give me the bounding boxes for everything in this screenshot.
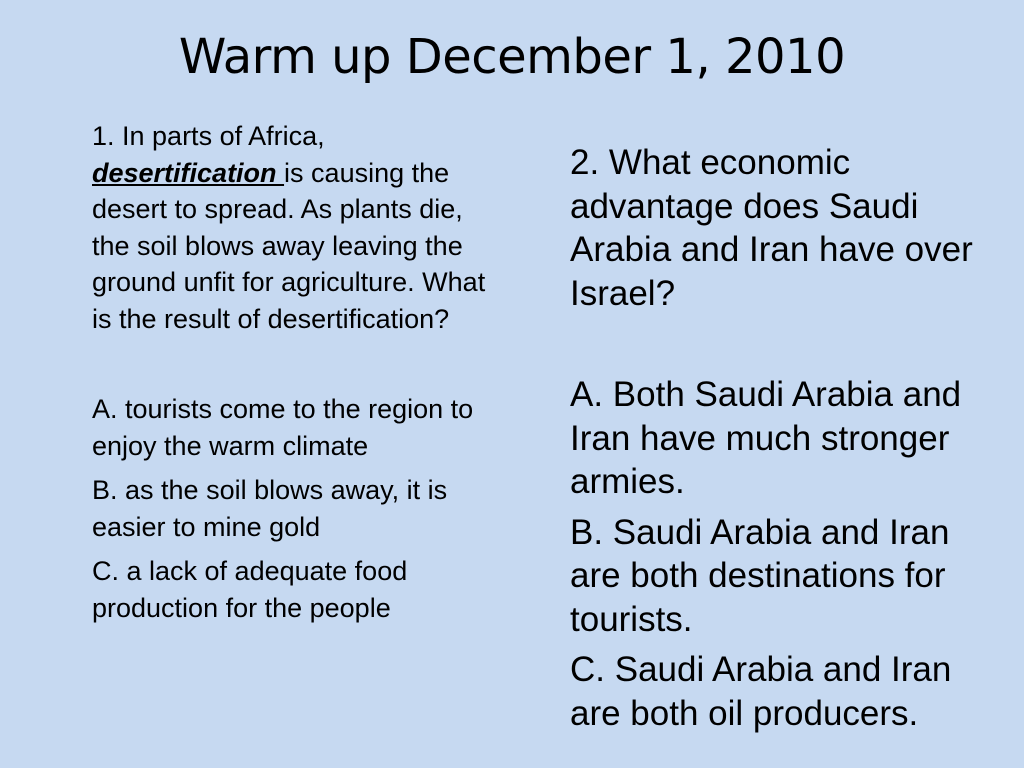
question-1-intro: 1. In parts of Africa, bbox=[92, 121, 325, 151]
question-1-rest: is causing the desert to spread. As plants die, the soil blows away leaving the ground unfit for agriculture. What is the result of desertification? bbox=[92, 157, 486, 334]
question-2-option-c: C. Saudi Arabia and Iran are both oil producers. bbox=[570, 650, 952, 733]
question-1-option-b: B. as the soil blows away, it is easier to mine gold bbox=[92, 475, 448, 542]
question-2-option-b: B. Saudi Arabia and Iran are both destinations for tourists. bbox=[570, 512, 950, 639]
question-2-column bbox=[570, 141, 990, 742]
slide-title: Warm up December 1, 2010 bbox=[178, 29, 846, 85]
question-1-term: desertification bbox=[92, 157, 285, 188]
question-1-option-a: A. tourists come to the region to enjoy the warm climate bbox=[92, 394, 474, 461]
question-1-text bbox=[92, 118, 492, 337]
question-1-column bbox=[92, 118, 492, 634]
question-2-option-a: A. Both Saudi Arabia and Iran have much stronger armies. bbox=[570, 375, 962, 501]
question-1-option-c: C. a lack of adequate food production for the people bbox=[92, 556, 408, 623]
question-2-text: 2. What economic advantage does Saudi Arabia and Iran have over Israel? bbox=[570, 143, 973, 313]
